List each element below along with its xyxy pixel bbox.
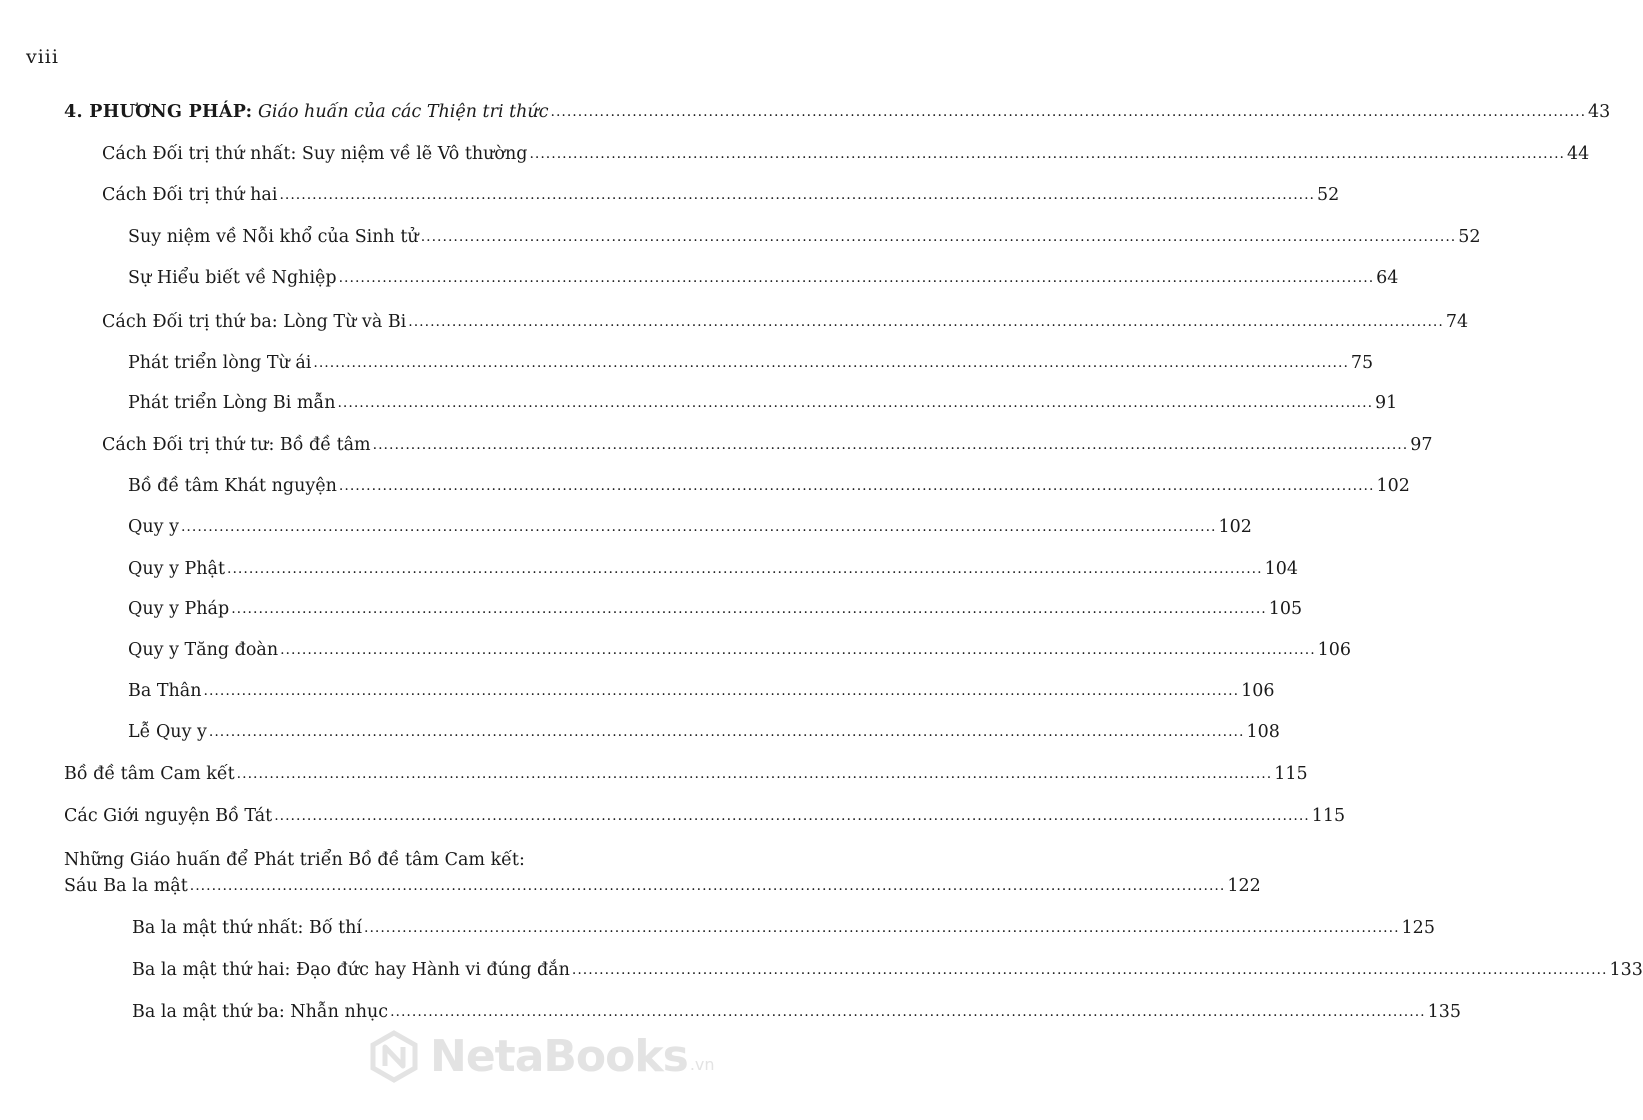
toc-label: Phát triển lòng Từ ái — [128, 353, 312, 373]
watermark-suffix: .vn — [689, 1055, 715, 1074]
leader-dots — [274, 803, 1310, 828]
toc-entry — [64, 804, 1346, 829]
leader-dots — [390, 999, 1426, 1024]
toc-page: 75 — [1350, 353, 1374, 373]
toc-page: 102 — [1376, 476, 1410, 496]
toc-label: Ba la mật thứ nhất: Bố thí — [132, 918, 362, 938]
leader-dots — [339, 265, 1375, 290]
toc-page: 104 — [1264, 559, 1298, 579]
leader-dots — [231, 596, 1267, 621]
toc-label: Ba la mật thứ hai: Đạo đức hay Hành vi đúng đắn — [132, 960, 570, 980]
toc-entry — [128, 597, 1303, 622]
netabooks-logo-icon — [368, 1030, 420, 1082]
toc-label: Cách Đối trị thứ nhất: Suy niệm về lẽ Vô thường — [102, 144, 528, 164]
leader-dots — [279, 182, 1315, 207]
toc-page: 108 — [1246, 722, 1280, 742]
toc-entry — [64, 762, 1308, 787]
toc-page: 115 — [1274, 764, 1308, 784]
toc-page: 135 — [1427, 1002, 1462, 1022]
toc-label: Bồ đề tâm Khát nguyện — [128, 476, 337, 496]
toc-label: Quy y Phật — [128, 559, 226, 579]
toc-entry-intro: Những Giáo huấn để Phát triển Bồ đề tâm Cam kết: — [64, 850, 525, 870]
toc-label: Quy y Pháp — [128, 599, 230, 619]
toc-entry — [132, 1000, 1462, 1025]
toc-entry — [128, 225, 1481, 250]
toc-page: 97 — [1410, 435, 1433, 455]
leader-dots — [237, 761, 1273, 786]
toc-page: 125 — [1401, 918, 1435, 938]
toc-entry — [128, 474, 1410, 499]
page-number: viii — [26, 46, 59, 68]
leader-dots — [408, 309, 1444, 334]
toc-page: 133 — [1609, 960, 1643, 980]
toc-label: Quy y — [128, 517, 179, 537]
toc-page: 115 — [1311, 806, 1346, 826]
toc-entry — [128, 351, 1374, 376]
toc-entry — [102, 310, 1469, 335]
toc-label: Phát triển Lòng Bi mẫn — [128, 393, 336, 413]
leader-dots — [204, 678, 1240, 703]
toc-page: 52 — [1458, 227, 1481, 247]
leader-dots — [181, 514, 1217, 539]
leader-dots — [373, 432, 1409, 457]
toc-entry — [128, 557, 1298, 582]
toc-page: 102 — [1218, 517, 1252, 537]
leader-dots — [337, 390, 1373, 415]
leader-dots — [313, 350, 1349, 375]
toc-entry — [132, 958, 1643, 983]
toc-entry — [64, 874, 1261, 899]
toc-page: 106 — [1317, 640, 1352, 660]
toc-label: Sự Hiểu biết về Nghiệp — [128, 268, 337, 288]
watermark-text: NetaBooks — [430, 1030, 688, 1082]
leader-dots — [551, 99, 1587, 124]
toc-entry — [132, 916, 1435, 941]
toc-entry — [102, 433, 1433, 458]
leader-dots — [529, 141, 1565, 166]
toc-entry — [128, 720, 1280, 745]
toc-heading-italic: Giáo huấn của các Thiện tri thức — [257, 102, 549, 122]
toc-entry — [128, 266, 1399, 291]
toc-page: 122 — [1227, 876, 1261, 896]
toc-heading-methods — [64, 100, 1611, 125]
toc-label: Suy niệm về Nỗi khổ của Sinh tử — [128, 227, 419, 247]
toc-entry — [102, 142, 1590, 167]
toc-label: Ba Thân — [128, 681, 202, 701]
toc-entry — [102, 183, 1340, 208]
toc-label: Quy y Tăng đoàn — [128, 640, 279, 660]
toc-page: 106 — [1241, 681, 1275, 701]
toc-entry — [128, 391, 1398, 416]
leader-dots — [339, 473, 1375, 498]
toc-label: Ba la mật thứ ba: Nhẫn nhục — [132, 1002, 389, 1022]
toc-page: 44 — [1566, 144, 1590, 164]
leader-dots — [280, 637, 1316, 662]
toc-page: 91 — [1375, 393, 1398, 413]
toc-entry — [128, 515, 1252, 540]
toc-heading-bold: 4. PHƯƠNG PHÁP: — [64, 102, 253, 122]
toc-entry — [128, 638, 1352, 663]
toc-label: Bồ đề tâm Cam kết — [64, 764, 235, 784]
leader-dots — [364, 915, 1400, 940]
leader-dots — [421, 224, 1457, 249]
toc-label: Cách Đối trị thứ hai — [102, 185, 278, 205]
toc-page: 43 — [1588, 102, 1611, 122]
toc-label: Các Giới nguyện Bồ Tát — [64, 806, 273, 826]
toc-label: Cách Đối trị thứ ba: Lòng Từ và Bi — [102, 312, 407, 332]
toc-entry — [128, 679, 1275, 704]
toc-label: Sáu Ba la mật — [64, 876, 188, 896]
toc-page: 64 — [1376, 268, 1399, 288]
toc-page: 105 — [1268, 599, 1303, 619]
toc-label: Lễ Quy y — [128, 722, 207, 742]
toc-page: 52 — [1317, 185, 1340, 205]
leader-dots — [190, 873, 1226, 898]
toc-page: 74 — [1445, 312, 1469, 332]
leader-dots — [572, 957, 1608, 982]
leader-dots — [209, 719, 1245, 744]
watermark — [368, 1024, 715, 1088]
toc-label: Cách Đối trị thứ tư: Bồ đề tâm — [102, 435, 371, 455]
leader-dots — [227, 556, 1263, 581]
